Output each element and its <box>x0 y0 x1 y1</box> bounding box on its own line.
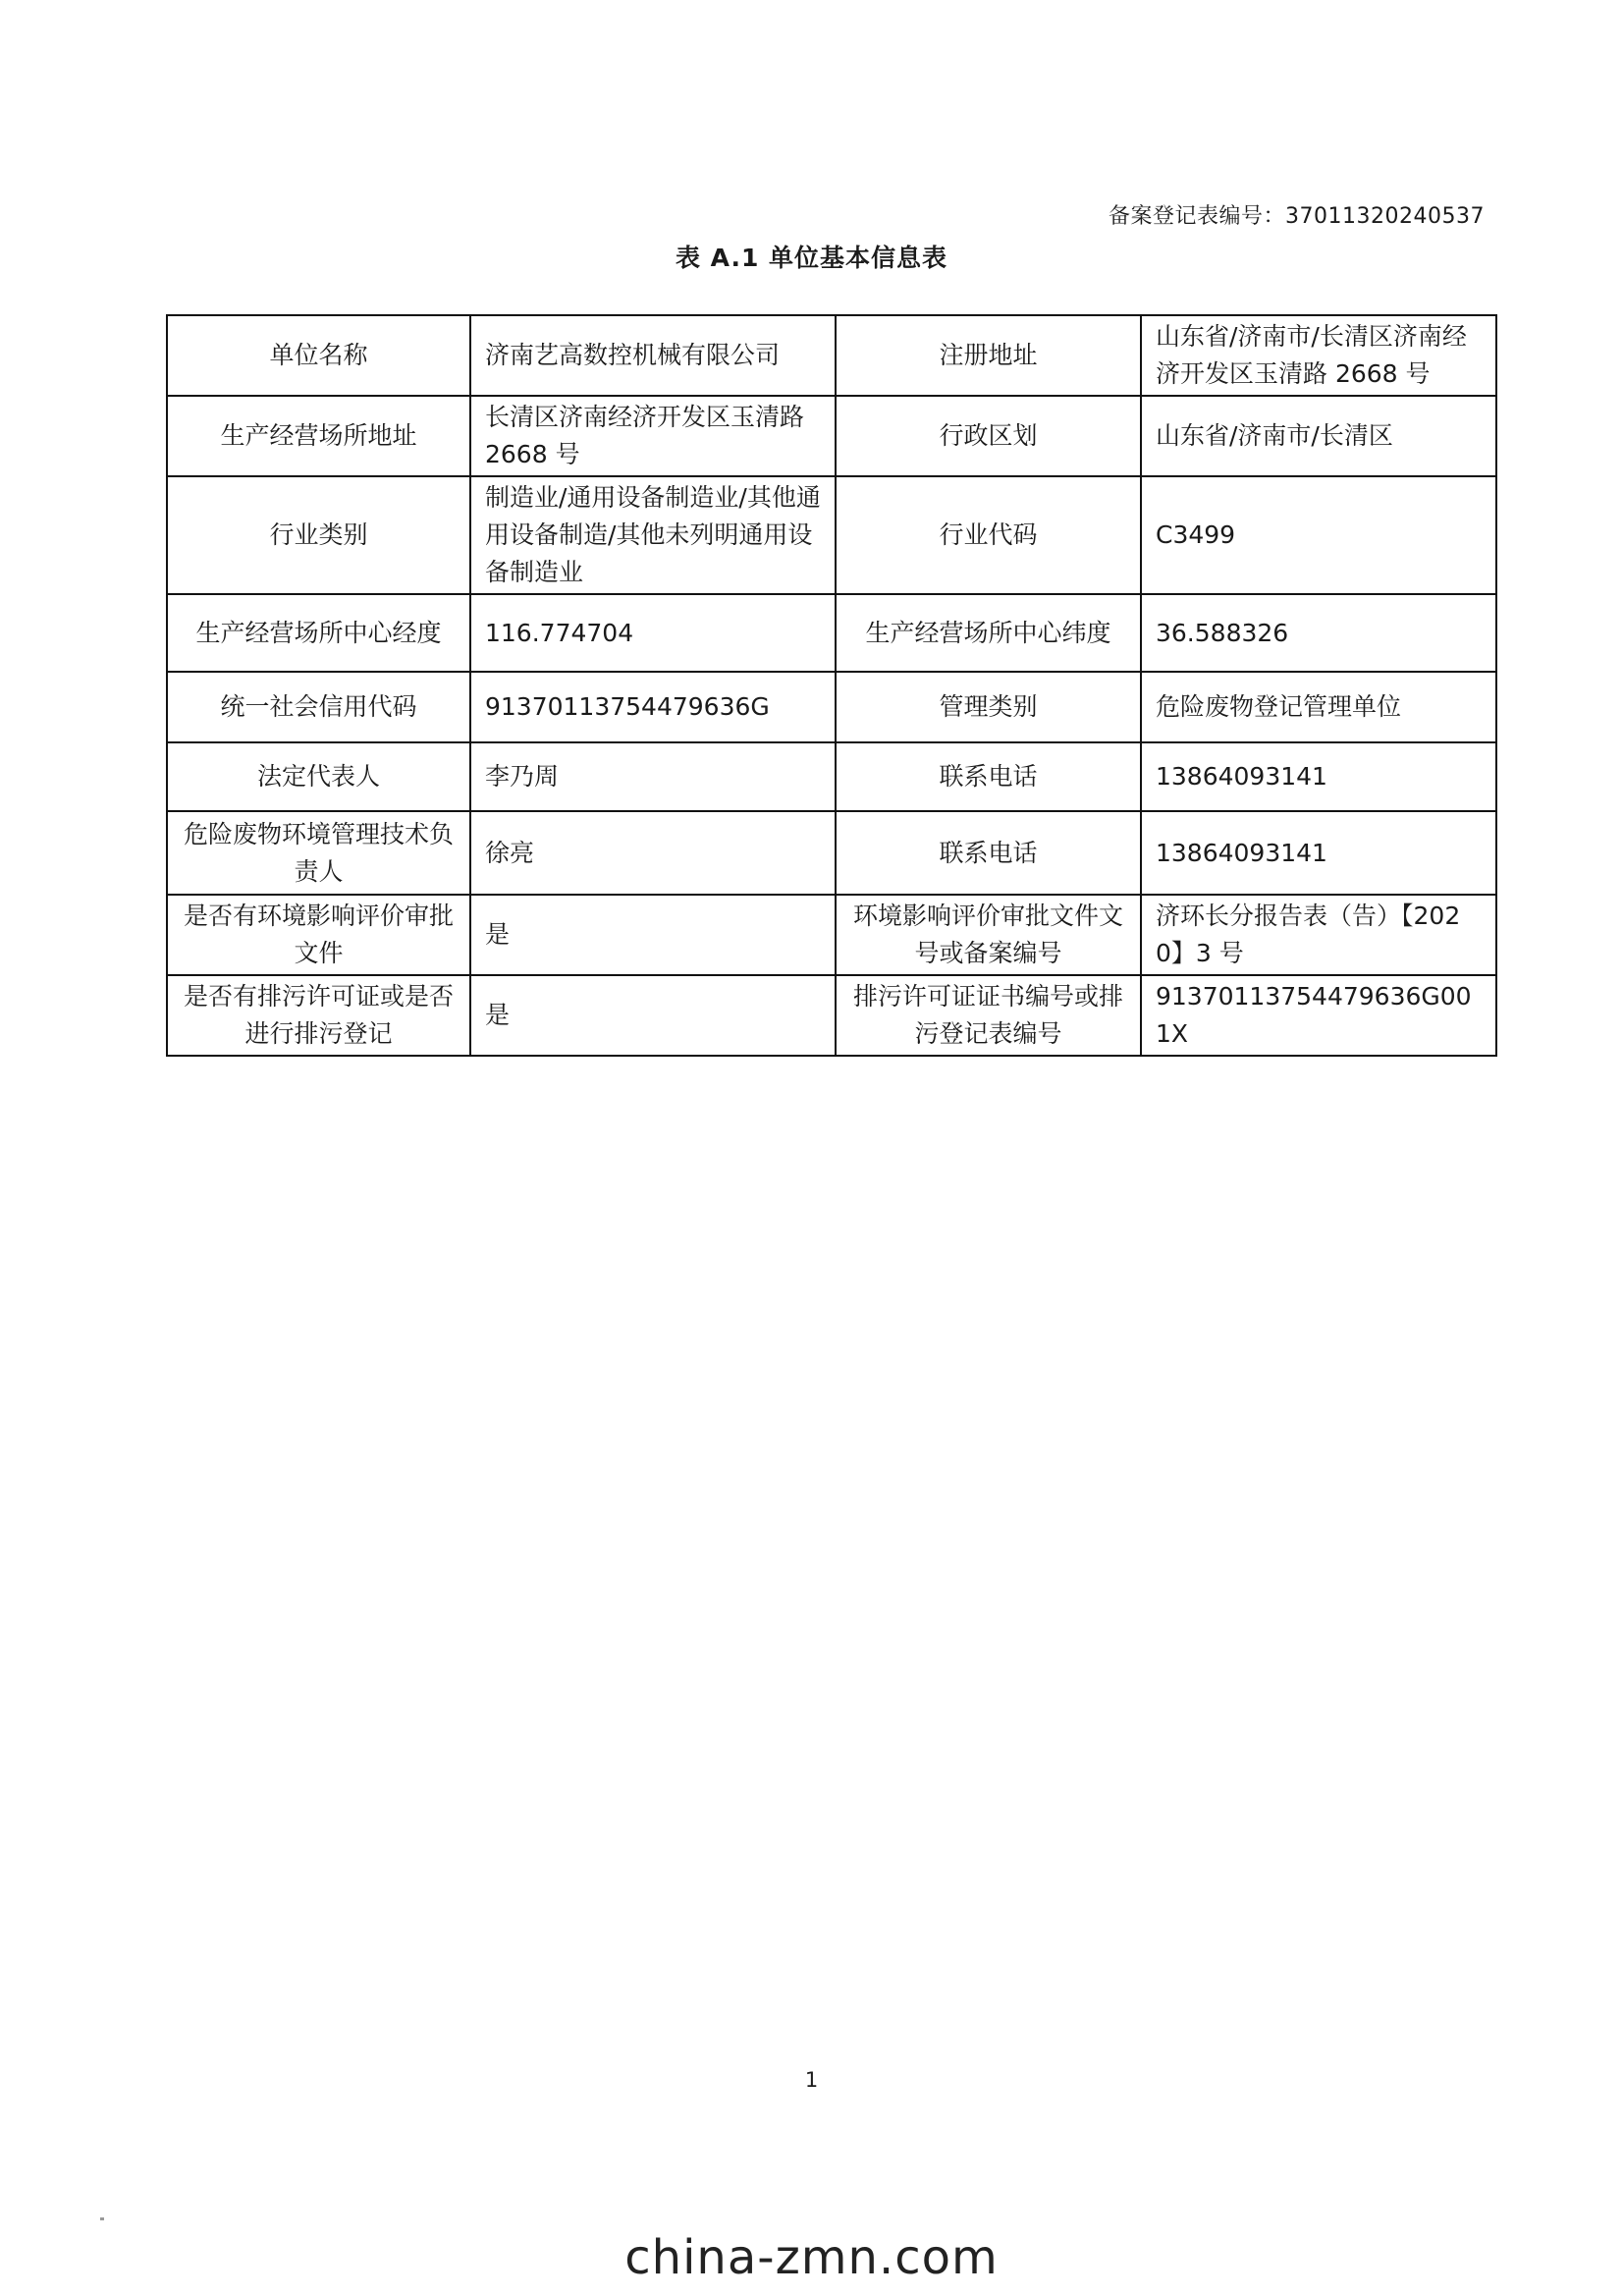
field-label: 行政区划 <box>836 396 1141 476</box>
table-row <box>167 895 1496 975</box>
field-label: 行业类别 <box>167 476 470 594</box>
table-row <box>167 476 1496 594</box>
field-label: 统一社会信用代码 <box>167 672 470 742</box>
field-value: 危险废物登记管理单位 <box>1141 672 1496 742</box>
table-row <box>167 672 1496 742</box>
record-number: 备案登记表编号：37011320240537 <box>1109 204 1485 229</box>
field-value: 是 <box>470 975 836 1056</box>
table-row <box>167 811 1496 895</box>
field-label: 排污许可证证书编号或排污登记表编号 <box>836 975 1141 1056</box>
field-value: 山东省/济南市/长清区 <box>1141 396 1496 476</box>
table-row <box>167 975 1496 1056</box>
unit-info-table <box>166 314 1497 1057</box>
table-title: 表 A.1 单位基本信息表 <box>675 244 948 272</box>
field-label: 单位名称 <box>167 315 470 396</box>
field-value: 济环长分报告表（告）【2020】3 号 <box>1141 895 1496 975</box>
field-value: 制造业/通用设备制造业/其他通用设备制造/其他未列明通用设备制造业 <box>470 476 836 594</box>
field-value: 山东省/济南市/长清区济南经济开发区玉清路 2668 号 <box>1141 315 1496 396</box>
field-label: 联系电话 <box>836 811 1141 895</box>
field-label: 行业代码 <box>836 476 1141 594</box>
table-row <box>167 742 1496 811</box>
field-label: 注册地址 <box>836 315 1141 396</box>
table-row <box>167 396 1496 476</box>
field-label: 是否有环境影响评价审批文件 <box>167 895 470 975</box>
field-value: 是 <box>470 895 836 975</box>
field-value: 长清区济南经济开发区玉清路 2668 号 <box>470 396 836 476</box>
field-label: 联系电话 <box>836 742 1141 811</box>
field-label: 环境影响评价审批文件文号或备案编号 <box>836 895 1141 975</box>
watermark: china-zmn.com <box>624 2230 999 2285</box>
field-label: 法定代表人 <box>167 742 470 811</box>
field-value: 济南艺高数控机械有限公司 <box>470 315 836 396</box>
field-label: 危险废物环境管理技术负责人 <box>167 811 470 895</box>
field-label: 生产经营场所地址 <box>167 396 470 476</box>
field-value: 36.588326 <box>1141 594 1496 672</box>
table-row <box>167 594 1496 672</box>
field-value: 13864093141 <box>1141 811 1496 895</box>
field-value: 91370113754479636G001X <box>1141 975 1496 1056</box>
field-label: 生产经营场所中心经度 <box>167 594 470 672</box>
field-value: 91370113754479636G <box>470 672 836 742</box>
field-value: 李乃周 <box>470 742 836 811</box>
table-row <box>167 315 1496 396</box>
page-number: 1 <box>804 2068 819 2092</box>
field-label: 生产经营场所中心纬度 <box>836 594 1141 672</box>
field-label: 是否有排污许可证或是否进行排污登记 <box>167 975 470 1056</box>
field-value: C3499 <box>1141 476 1496 594</box>
field-value: 13864093141 <box>1141 742 1496 811</box>
field-value: 116.774704 <box>470 594 836 672</box>
field-label: 管理类别 <box>836 672 1141 742</box>
field-value: 徐亮 <box>470 811 836 895</box>
scan-speck <box>100 2217 104 2220</box>
